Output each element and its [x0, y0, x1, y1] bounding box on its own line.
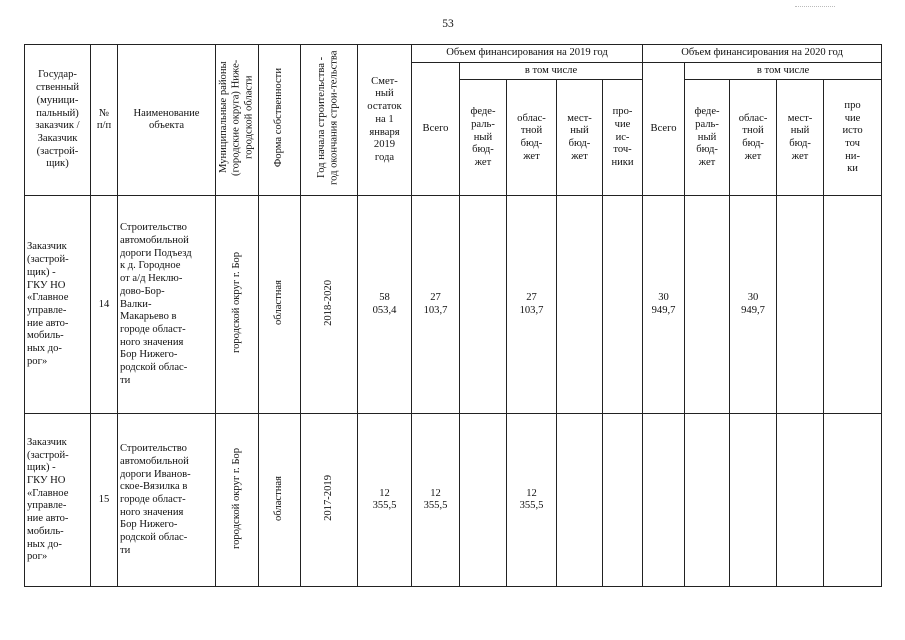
col-header-total-2019: Всего	[412, 62, 460, 196]
text-line: мест-	[567, 112, 592, 124]
text-line: бюд-	[789, 137, 811, 149]
text-line: городе област-	[120, 323, 186, 335]
text-line: родской облас-	[120, 362, 188, 374]
col-header-fed-2020	[685, 80, 730, 196]
text-line: жет	[474, 156, 492, 168]
text-line: ных до-	[27, 343, 62, 355]
text-line: 27	[526, 292, 537, 304]
text-line: Заказчик	[27, 241, 67, 253]
text-line: «Главное	[27, 292, 69, 304]
text-line: облас-	[738, 112, 768, 124]
text-line: ис-	[615, 131, 630, 143]
cell-reg-2019	[507, 196, 557, 414]
text-line: тной	[742, 125, 764, 137]
col-header-customer	[25, 45, 91, 196]
text-line: Заказчик	[27, 436, 67, 448]
table-row	[25, 196, 882, 414]
text-line: бюд-	[472, 144, 494, 156]
cell-num: 14	[91, 196, 118, 414]
col-header-reg-2020	[730, 80, 777, 196]
text-line: управле-	[27, 304, 67, 316]
text-line: исто	[842, 125, 863, 137]
text-line: ние авто-	[27, 317, 69, 329]
text-line: городе област-	[120, 494, 186, 506]
cell-oth-2020	[824, 196, 882, 414]
col-header-including-2019: в том числе	[460, 62, 643, 80]
text-line: тной	[520, 125, 543, 137]
text-line: Заказчик	[37, 132, 78, 144]
text-line: 949,7	[651, 304, 676, 316]
cell-fed-2020	[685, 414, 730, 587]
text-line: 103,7	[519, 304, 544, 316]
text-line: ние авто-	[27, 513, 69, 525]
col-header-loc-2019	[557, 80, 603, 196]
text-line: от а/д Неклю-	[120, 273, 183, 285]
text-line: 30	[747, 292, 759, 304]
text-line: бюд-	[568, 137, 591, 149]
text-line: Смет-	[371, 75, 398, 87]
text-line: раль-	[695, 118, 719, 130]
text-line: к д. Городное	[120, 260, 181, 272]
header-row-1	[25, 45, 882, 63]
text-line: ники	[611, 156, 634, 168]
cell-reg-2020	[730, 414, 777, 587]
scan-artifact	[795, 6, 835, 8]
text-line: 30	[658, 292, 669, 304]
col-header-name	[118, 45, 216, 196]
text-line: 12	[430, 487, 441, 499]
text-line: родской облас-	[120, 532, 188, 544]
text-line: мест-	[787, 112, 813, 124]
text-line: жет	[791, 150, 809, 162]
col-header-oth-2020	[824, 80, 882, 196]
cell-customer	[25, 414, 91, 587]
cell-ownership: областная	[259, 414, 301, 587]
cell-object-name	[118, 196, 216, 414]
cell-reg-2019	[507, 414, 557, 587]
text-line: 103,7	[423, 304, 448, 316]
text-line: 053,4	[372, 304, 397, 316]
text-line: чие	[844, 112, 861, 124]
text-line: 12	[526, 487, 537, 499]
text-line: Бор Нижего-	[120, 519, 178, 531]
cell-years: 2017-2019	[301, 414, 358, 587]
cell-total-2019	[412, 196, 460, 414]
cell-ownership: областная	[259, 196, 301, 414]
text-line: ного значения	[120, 506, 184, 518]
cell-fed-2020	[685, 196, 730, 414]
text-line: рог»	[27, 355, 48, 367]
col-header-ownership: Форма собственности	[259, 45, 301, 196]
cell-customer	[25, 196, 91, 414]
text-line: управле-	[27, 500, 67, 512]
text-line: жет	[744, 150, 762, 162]
text-line: ки	[847, 163, 858, 175]
text-line: 2019	[373, 139, 396, 151]
col-header-oth-2019	[603, 80, 643, 196]
cell-num: 15	[91, 414, 118, 587]
cell-total-2020	[643, 414, 685, 587]
col-header-years: Год начала строительства - год окончания строи-тельства	[301, 45, 358, 196]
text-line: ГКУ НО	[27, 279, 66, 291]
text-line: Макарьево в	[120, 311, 177, 323]
text-line: пальный)	[36, 107, 79, 119]
text-line: раль-	[471, 118, 495, 130]
text-line: феде-	[694, 106, 720, 118]
text-line: рог»	[27, 551, 48, 563]
text-line: «Главное	[27, 487, 69, 499]
text-line: ных до-	[27, 538, 62, 550]
text-line: Бор Нижего-	[120, 349, 178, 361]
cell-oth-2020	[824, 414, 882, 587]
cell-object-name	[118, 414, 216, 587]
text-line: 27	[430, 292, 441, 304]
text-line: 355,5	[372, 500, 397, 512]
cell-oth-2019	[603, 196, 643, 414]
cell-oth-2019	[603, 414, 643, 587]
cell-reg-2020	[730, 196, 777, 414]
text-line: ный	[375, 88, 394, 100]
cell-loc-2020	[777, 196, 824, 414]
text-line: ни-	[845, 150, 860, 162]
col-header-fed-2019	[460, 80, 507, 196]
col-header-loc-2020	[777, 80, 824, 196]
text-line: жет	[523, 150, 540, 162]
text-line: дороги Иванов-	[120, 468, 191, 480]
col-header-reg-2019	[507, 80, 557, 196]
text-line: 949,7	[741, 304, 765, 316]
text-line: щик) -	[27, 462, 56, 474]
text-line: феде-	[470, 106, 496, 118]
text-line: 355,5	[519, 500, 544, 512]
text-line: про-	[612, 106, 633, 118]
col-header-funding-2020: Объем финансирования на 2020 год	[643, 45, 882, 63]
col-header-total-2020: Всего	[643, 62, 685, 196]
text-line: ственный	[35, 82, 80, 94]
text-line: автомобильной	[120, 235, 189, 247]
cell-district: городской округ г. Бор	[216, 414, 259, 587]
text-line: 12	[379, 487, 390, 499]
text-line: года	[374, 151, 395, 163]
text-line: точ-	[613, 144, 632, 156]
text-line: ный	[570, 125, 589, 137]
page-number: 53	[442, 18, 454, 30]
text-line: точ	[845, 137, 860, 149]
text-line: жет	[571, 150, 588, 162]
col-header-funding-2019: Объем финансирования на 2019 год	[412, 45, 643, 63]
text-line: объекта	[148, 120, 185, 132]
text-line: 58	[379, 292, 390, 304]
text-line: п/п	[96, 120, 112, 132]
text-line: чие	[614, 118, 631, 130]
cell-fed-2019	[460, 196, 507, 414]
text-line: (застрой-	[27, 449, 69, 461]
text-line: №	[98, 107, 110, 119]
text-line: мобиль-	[27, 330, 64, 342]
text-line: дороги Подъезд	[120, 247, 192, 259]
cell-fed-2019	[460, 414, 507, 587]
text-line: ный	[697, 131, 717, 143]
text-line: ти	[120, 374, 131, 386]
cell-loc-2020	[777, 414, 824, 587]
text-line: Строительство	[120, 443, 187, 455]
text-line: (муници-	[36, 94, 79, 106]
cell-loc-2019	[557, 196, 603, 414]
cell-district: городской округ г. Бор	[216, 196, 259, 414]
text-line: бюд-	[696, 144, 718, 156]
text-line: облас-	[517, 112, 546, 124]
col-header-including-2020: в том числе	[685, 62, 882, 80]
text-line: Валки-	[120, 298, 152, 310]
text-line: ское-Вязилка в	[120, 481, 188, 493]
text-line: (застрой-	[27, 254, 69, 266]
col-header-district: Муниципальные районы (городские округа) Ниже-городской области	[216, 45, 259, 196]
text-line: (застрой-	[36, 145, 79, 157]
text-line: Строительство	[120, 222, 187, 234]
text-line: дово-Бор-	[120, 285, 165, 297]
text-line: января	[369, 126, 400, 138]
text-line: ного значения	[120, 336, 184, 348]
cell-balance	[358, 196, 412, 414]
text-line: автомобильной	[120, 455, 189, 467]
text-line: мобиль-	[27, 525, 64, 537]
text-line: ный	[473, 131, 493, 143]
cell-years: 2018-2020	[301, 196, 358, 414]
text-line: жет	[698, 156, 716, 168]
col-header-balance	[358, 45, 412, 196]
text-line: остаток	[367, 101, 402, 113]
cell-total-2020	[643, 196, 685, 414]
cell-total-2019	[412, 414, 460, 587]
text-line: щик) -	[27, 266, 56, 278]
text-line: про	[844, 99, 861, 111]
text-line: ГКУ НО	[27, 475, 66, 486]
text-line: Государ-	[38, 69, 77, 81]
cell-balance	[358, 414, 412, 587]
text-line: Наименование	[133, 107, 200, 119]
table-row	[25, 414, 882, 587]
text-line: ти	[120, 544, 131, 556]
text-line: бюд-	[520, 137, 543, 149]
cell-loc-2019	[557, 414, 603, 587]
investment-table	[24, 44, 882, 587]
text-line: ный	[790, 125, 810, 137]
text-line: на 1	[375, 113, 394, 125]
text-line: бюд-	[742, 137, 764, 149]
text-line: 355,5	[423, 500, 448, 512]
text-line: заказчик /	[35, 120, 80, 132]
col-header-num	[91, 45, 118, 196]
text-line: щик)	[46, 158, 69, 170]
